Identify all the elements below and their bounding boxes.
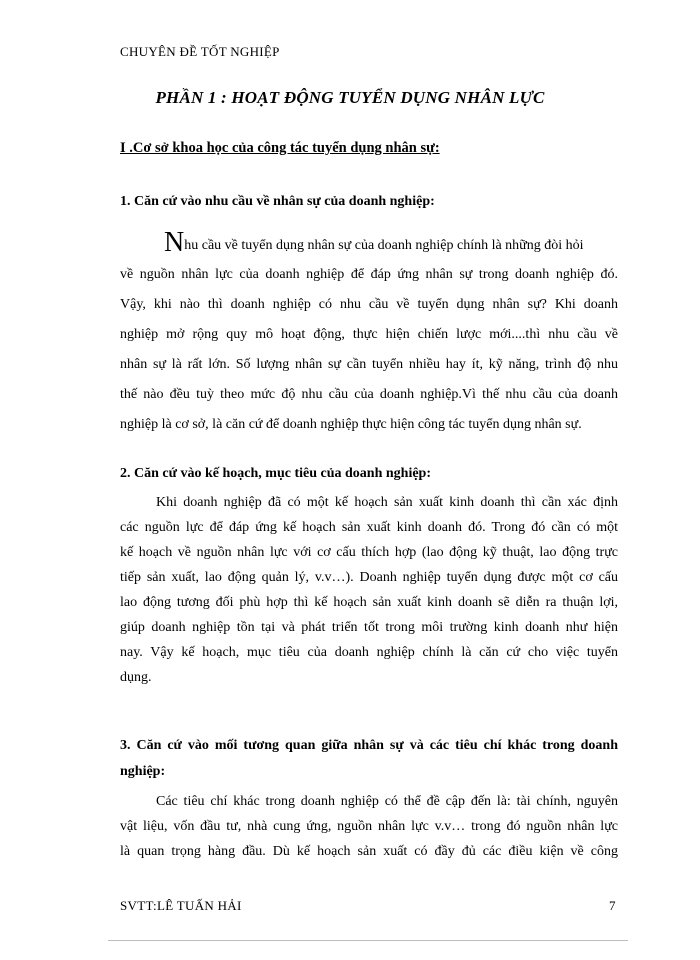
s1-line: về nguồn nhân lực của doanh nghiệp để đáp ứng nhân sự trong doanh nghiệp đó. (120, 267, 618, 282)
s1-line: nhân sự là rất lớn. Số lượng nhân sự cần tuyển nhiều hay ít, kỹ năng, trình độ nhu (120, 357, 618, 372)
s2-heading: 2. Căn cứ vào kế hoạch, mục tiêu của doanh nghiệp: (120, 466, 431, 481)
section-title: I .Cơ sở khoa học của công tác tuyển dụng nhân sự: (120, 140, 440, 156)
footer-author: SVTT:LÊ TUẤN HẢI (120, 898, 242, 913)
s1-line: thế nào đều tuỳ theo mức độ nhu cầu của doanh nghiệp.Vì thế nhu cầu của doanh (120, 387, 618, 402)
s2-line: nay. Vậy kế hoạch, mục tiêu của doanh nghiệp chính là căn cứ cho việc tuyển (120, 645, 618, 660)
s3-paragraph (120, 789, 618, 864)
s2-paragraph (120, 490, 618, 690)
s1-line: Vậy, khi nào thì doanh nghiệp có nhu cầu về tuyển dụng nhân sự? Khi doanh (120, 297, 618, 312)
s2-line: kế hoạch về nguồn nhân lực với cơ cấu thích hợp (lao động kỹ thuật, lao động trực (120, 545, 618, 560)
s2-line: giúp doanh nghiệp tồn tại và phát triển tốt trong môi trường kinh doanh như hiện (120, 620, 618, 635)
page-number: 7 (609, 898, 616, 913)
s1-paragraph (120, 226, 618, 440)
s1-first-line (120, 226, 618, 260)
footer-divider (108, 940, 628, 941)
s1-line: nghiệp là cơ sở, là căn cứ để doanh nghiệp thực hiện công tác tuyển dụng nhân sự. (120, 417, 582, 432)
s2-line: dụng. (120, 670, 152, 685)
s3-heading-line2: nghiệp: (120, 764, 166, 779)
s1-heading: 1. Căn cứ vào nhu cầu về nhân sự của doanh nghiệp: (120, 194, 435, 209)
s2-line: các nguồn lực để đáp ứng kế hoạch sản xuất kinh doanh đó. Trong đó cần có một (120, 520, 618, 535)
s3-line: Các tiêu chí khác trong doanh nghiệp có thể đề cập đến là: tài chính, nguyên (156, 794, 618, 809)
s2-line: tiếp sản xuất, lao động quản lý, v.v…). Doanh nghiệp tuyển dụng được một cơ cấu (120, 570, 618, 585)
s1-line: nghiệp mở rộng quy mô hoạt động, thực hiện chiến lược mới....thì nhu cầu về (120, 327, 618, 342)
s2-line: lao động tương đối phù hợp thì kế hoạch sản xuất kinh doanh sẽ diễn ra thuận lợi, (120, 595, 618, 610)
s1-line: hu cầu về tuyển dụng nhân sự của doanh nghiệp chính là những đòi hỏi (184, 238, 584, 253)
s3-heading-line1: 3. Căn cứ vào mối tương quan giữa nhân sự và các tiêu chí khác trong doanh (120, 738, 618, 753)
drop-cap-letter: N (164, 227, 185, 258)
running-header: CHUYÊN ĐỀ TỐT NGHIỆP (120, 44, 280, 59)
s2-line: Khi doanh nghiệp đã có một kế hoạch sản xuất kinh doanh thì cần xác định (156, 495, 618, 510)
s3-line: vật liệu, vốn đầu tư, nhà cung ứng, nguồn nhân lực v.v… trong đó nguồn nhân lực (120, 819, 618, 834)
s3-line: là quan trọng hàng đầu. Dù kế hoạch sản xuất có đầy đủ các điều kiện về công (120, 844, 618, 859)
part-title: PHẦN 1 : HOẠT ĐỘNG TUYỂN DỤNG NHÂN LỰC (155, 88, 545, 107)
